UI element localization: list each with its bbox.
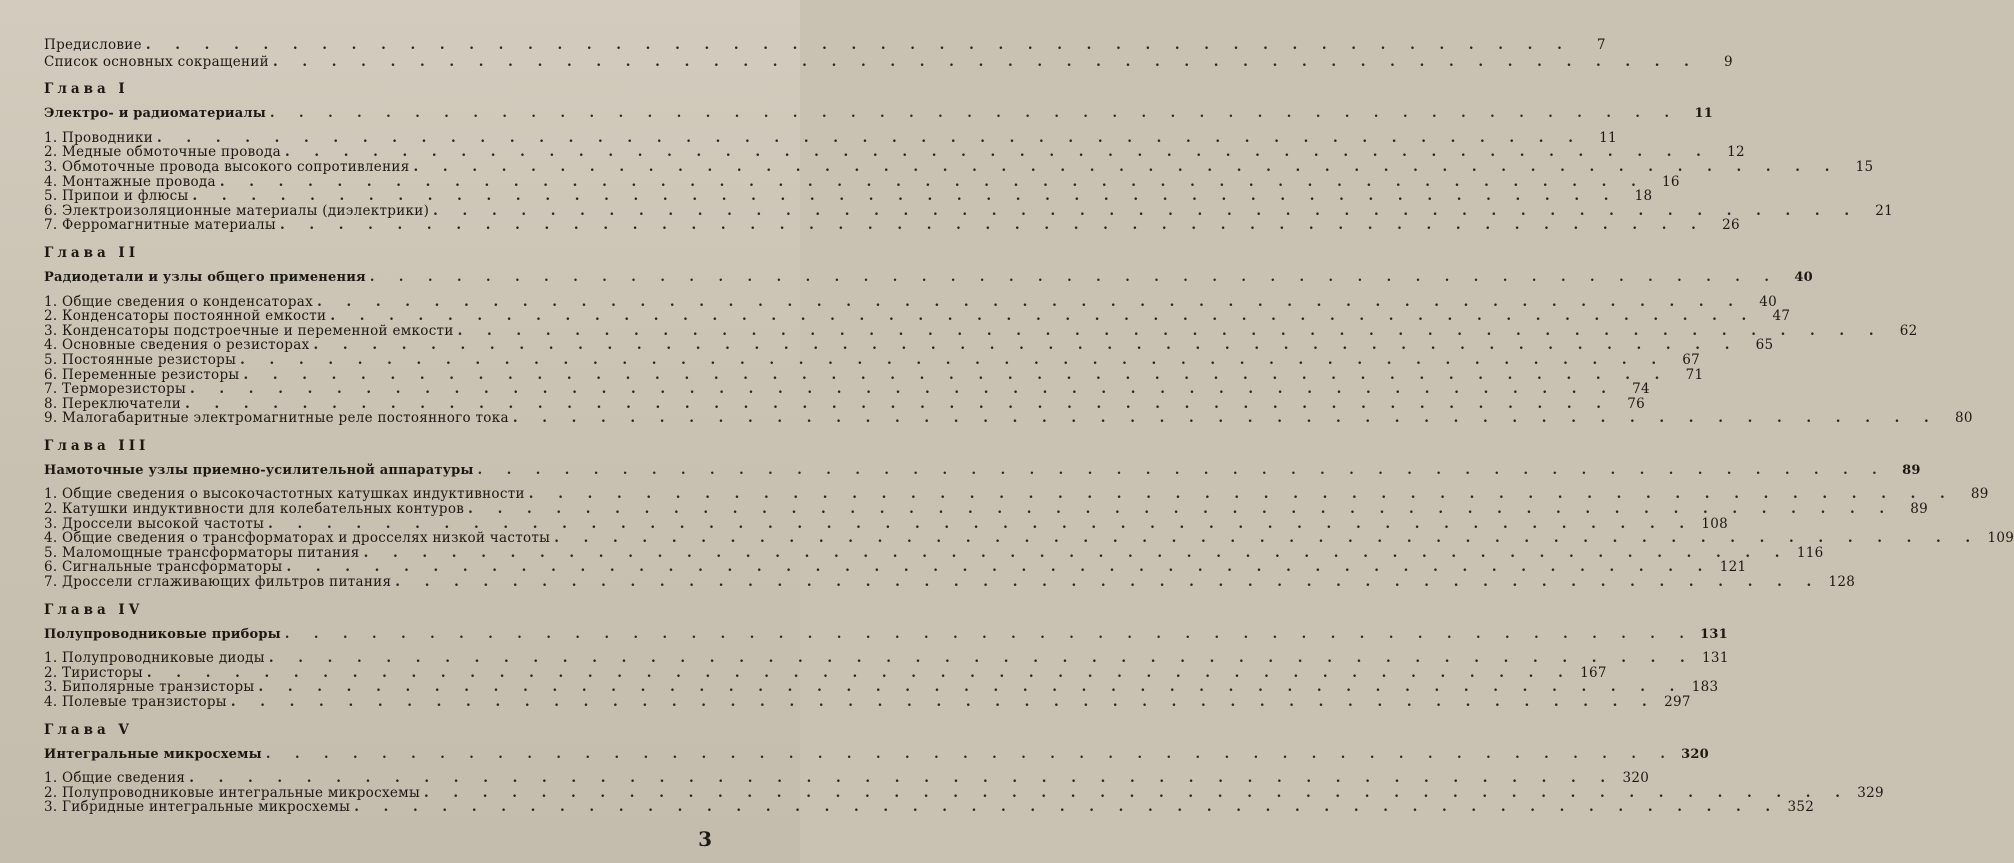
dot-leader: . . . . . . . . . . . . . . . . . . . . . . . . . . . . . . . . . . . . . . . . . . . . . . . . .: [363, 544, 1790, 561]
toc-entry-page: 89: [1902, 462, 1921, 478]
toc-entry: [44, 53, 1733, 70]
toc-entry-number: 1.: [44, 293, 58, 310]
toc-entry: [44, 679, 1719, 696]
toc-entry-title: Гибридные интегральные микросхемы: [62, 799, 351, 816]
toc-entry-page: 18: [1634, 188, 1653, 205]
toc-entry-number: 1.: [44, 650, 58, 667]
toc-entry-title: Конденсаторы постоянной емкости: [62, 308, 327, 325]
toc-entry: [44, 395, 1645, 412]
chapter-title: [44, 626, 1728, 643]
toc-entry-number: 3.: [44, 158, 58, 175]
toc-entry-title: Дроссели сглаживающих фильтров питания: [62, 574, 392, 591]
toc-entry: [44, 173, 1680, 190]
toc-entry-title: Электроизоляционные материалы (диэлектрики): [62, 202, 430, 219]
dot-leader: . . . . . . . . . . . . . . . . . . . . . . . . . . . . . . . . . . . . . . . . . . . . . . . . .: [330, 308, 1757, 325]
toc-entry-page: 11: [1694, 106, 1713, 122]
chapter-label: Глава II: [44, 244, 140, 261]
toc-entry-number: 3.: [44, 322, 58, 339]
toc-entry-page: 12: [1727, 144, 1745, 161]
toc-entry-page: 128: [1828, 574, 1856, 591]
dot-leader: . . . . . . . . . . . . . . . . . . . . . . . . . . . . . . . . . . . . . . . . . . . . . . . . .: [284, 626, 1694, 642]
toc-entry-title: Монтажные провода: [62, 173, 216, 190]
toc-entry-page: 329: [1857, 784, 1884, 801]
toc-entry-title: Радиодетали и узлы общего применения: [44, 269, 366, 285]
toc-entry-number: 1.: [44, 129, 58, 146]
dot-leader: . . . . . . . . . . . . . . . . . . . . . . . . . . . . . . . . . . . . . . . . . . . . . . . . .: [269, 106, 1679, 122]
dot-leader: . . . . . . . . . . . . . . . . . . . . . . . . . . . . . . . . . . . . . . . . . . . . . . . . .: [286, 559, 1713, 576]
dot-leader: . . . . . . . . . . . . . . . . . . . . . . . . . . . . . . . . . . . . . . . . . . . . . . . . .: [230, 694, 1657, 710]
toc-entry: [44, 650, 1729, 667]
chapter-block: [44, 81, 1894, 234]
toc-entry: [44, 37, 1606, 53]
toc-entry-number: 8.: [44, 395, 58, 412]
toc-entry: [44, 784, 1884, 801]
front-matter: [44, 37, 1733, 70]
dot-leader: . . . . . . . . . . . . . . . . . . . . . . . . . . . . . . . . . . . . . . . . . . . . . . . . .: [424, 784, 1850, 801]
dot-leader: . . . . . . . . . . . . . . . . . . . . . . . . . . . . . . . . . . . . . . . . . . . . . . . . .: [395, 574, 1822, 591]
toc-entry: [44, 351, 1701, 368]
toc-entry-title: Общие сведения: [62, 770, 186, 787]
toc-entry: [44, 129, 1617, 146]
toc-entry-page: 131: [1700, 626, 1728, 642]
toc-entry: [44, 501, 1929, 518]
toc-entry-title: Намоточные узлы приемно-усилительной аппаратуры: [44, 462, 474, 478]
toc-entry-page: 74: [1632, 381, 1650, 398]
dot-leader: . . . . . . . . . . . . . . . . . . . . . . . . . . . . . . . . . . . . . . . . . . . . . . . . .: [265, 746, 1675, 762]
toc-entry-page: 80: [1954, 410, 1973, 427]
toc-entry-number: 1.: [44, 486, 58, 503]
toc-entry-number: 9.: [44, 410, 58, 427]
dot-leader: . . . . . . . . . . . . . . . . . . . . . . . . . . . . . . . . . . . . . . . . . . . . . . . . .: [240, 351, 1667, 368]
toc-entry-title: Сигнальные трансформаторы: [62, 559, 283, 576]
toc-entry-title: Полупроводниковые приборы: [44, 626, 281, 642]
toc-entry-title: Терморезисторы: [62, 381, 186, 398]
toc-entry-page: 121: [1719, 559, 1747, 576]
toc-entry-title: Переключатели: [62, 395, 182, 412]
toc-entry-page: 297: [1664, 694, 1691, 710]
dot-leader: . . . . . . . . . . . . . . . . . . . . . . . . . . . . . . . . . . . . . . . . . . . . . . . . .: [433, 202, 1860, 219]
dot-leader: . . . . . . . . . . . . . . . . . . . . . . . . . . . . . . . . . . . . . . . . . . . . . . . . .: [192, 188, 1619, 205]
dot-leader: . . . . . . . . . . . . . . . . . . . . . . . . . . . . . . . . . . . . . . . . . . . . . . . . .: [317, 293, 1743, 310]
toc-entry: [44, 366, 1704, 383]
toc-entry: [44, 381, 1650, 398]
toc-entry-page: 21: [1875, 202, 1894, 219]
toc-entry: [44, 144, 1745, 161]
dot-leader: . . . . . . . . . . . . . . . . . . . . . . . . . . . . . . . . . . . . . . . . . . . . . . . . .: [279, 217, 1706, 234]
toc-entry-title: Общие сведения о трансформаторах и дросселях низкой частоты: [62, 530, 551, 547]
toc-entry-number: 3.: [44, 515, 58, 532]
toc-entry: [44, 486, 1989, 503]
dot-leader: . . . . . . . . . . . . . . . . . . . . . . . . . . . . . . . . . . . . . . . . . . . . . . . . .: [313, 337, 1740, 354]
toc-entry-page: 320: [1622, 770, 1650, 787]
toc-entry-title: Тиристоры: [62, 664, 143, 681]
dot-leader: . . . . . . . . . . . . . . . . . . . . . . . . . . . . . . . . . . . . . . . . . . . . . . . . .: [528, 486, 1955, 503]
toc-entry-page: 67: [1682, 351, 1701, 368]
dot-leader: . . . . . . . . . . . . . . . . . . . . . . . . . . . . . . . . . . . . . . . . . . . . . . . . .: [268, 650, 1695, 667]
toc-entry-number: 2.: [44, 501, 58, 518]
dot-leader: . . . . . . . . . . . . . . . . . . . . . . . . . . . . . . . . . . . . . . . . . . . . . . . . .: [219, 173, 1646, 190]
toc-entry-title: Постоянные резисторы: [62, 351, 237, 368]
toc-entry-title: Список основных сокращений: [44, 53, 269, 70]
toc-entry-title: Электро- и радиоматериалы: [44, 106, 266, 122]
toc-entry: [44, 217, 1740, 234]
toc-entry-number: 2.: [44, 784, 58, 801]
toc-entry: [44, 664, 1607, 681]
toc-entry: [44, 799, 1815, 816]
toc-entry: [44, 694, 1691, 710]
toc-entry-page: 40: [1794, 269, 1813, 285]
toc-entry-page: 47: [1772, 308, 1791, 325]
toc-entry-title: Медные обмоточные провода: [62, 144, 281, 161]
toc-entry-page: 89: [1970, 486, 1989, 503]
toc-entry-page: 89: [1910, 501, 1929, 518]
toc-entry-number: 3.: [44, 679, 58, 696]
toc-entry-number: 2.: [44, 308, 58, 325]
dot-leader: . . . . . . . . . . . . . . . . . . . . . . . . . . . . . . . . . . . . . . . . . . . . . . . . .: [145, 37, 1572, 53]
toc-entry: [44, 202, 1894, 219]
toc-entry-page: 76: [1627, 395, 1645, 412]
toc-entry-page: 40: [1759, 293, 1777, 310]
toc-entry-number: 2.: [44, 664, 58, 681]
toc-entry: [44, 293, 1777, 310]
toc-entry: [44, 515, 1729, 532]
chapter-block: [44, 244, 1973, 427]
toc-entry-title: Катушки индуктивности для колебательных контуров: [62, 501, 465, 518]
dot-leader: . . . . . . . . . . . . . . . . . . . . . . . . . . . . . . . . . . . . . . . . . . . . . . . . .: [477, 462, 1887, 478]
chapter-block: [44, 437, 2014, 591]
toc-entry-number: 2.: [44, 144, 58, 161]
toc-entry-page: 7: [1596, 37, 1606, 53]
toc-entry: [44, 337, 1774, 354]
toc-entry: [44, 322, 1918, 339]
toc-entry-number: 6.: [44, 559, 58, 576]
chapter-title: [44, 746, 1709, 763]
toc-entry-title: Маломощные трансформаторы питания: [62, 544, 360, 561]
chapter-label: Глава I: [44, 81, 129, 98]
toc-entry-title: Общие сведения о высокочастотных катушках индуктивности: [62, 486, 525, 503]
toc-entry-page: 65: [1755, 337, 1774, 354]
toc-entry-title: Предисловие: [44, 37, 142, 53]
toc-entry-page: 11: [1599, 129, 1617, 146]
toc-entry-page: 320: [1681, 746, 1709, 762]
toc-entry-page: 108: [1701, 515, 1729, 532]
toc-entry-page: 109: [1987, 530, 2014, 547]
toc-entry-page: 183: [1691, 679, 1719, 696]
toc-entry-title: Полупроводниковые интегральные микросхемы: [62, 784, 420, 801]
chapter-title: [44, 106, 1713, 122]
toc-entry-number: 7.: [44, 574, 58, 591]
toc-entry: [44, 530, 2014, 547]
dot-leader: . . . . . . . . . . . . . . . . . . . . . . . . . . . . . . . . . . . . . . . . . . . . . . . . .: [185, 395, 1611, 412]
dot-leader: . . . . . . . . . . . . . . . . . . . . . . . . . . . . . . . . . . . . . . . . . . . . . . . . .: [457, 322, 1884, 339]
toc-entry-number: 4.: [44, 337, 58, 354]
toc-entry-page: 15: [1855, 158, 1874, 175]
dot-leader: . . . . . . . . . . . . . . . . . . . . . . . . . . . . . . . . . . . . . . . . . . . . . . . . .: [554, 530, 1981, 547]
chapter-label: Глава III: [44, 437, 150, 454]
toc-entry-title: Биполярные транзисторы: [62, 679, 255, 696]
toc-entry: [44, 188, 1653, 205]
dot-leader: . . . . . . . . . . . . . . . . . . . . . . . . . . . . . . . . . . . . . . . . . . . . . . . . .: [354, 799, 1781, 816]
toc-entry-title: Ферромагнитные материалы: [62, 217, 276, 234]
toc-entry-title: Переменные резисторы: [62, 366, 240, 383]
dot-leader: . . . . . . . . . . . . . . . . . . . . . . . . . . . . . . . . . . . . . . . . . . . . . . . . .: [189, 770, 1616, 787]
dot-leader: . . . . . . . . . . . . . . . . . . . . . . . . . . . . . . . . . . . . . . . . . . . . . . . . .: [146, 664, 1573, 681]
chapter-label: Глава IV: [44, 601, 144, 618]
toc-entry: [44, 308, 1791, 325]
chapter-block: [44, 721, 1884, 816]
dot-leader: . . . . . . . . . . . . . . . . . . . . . . . . . . . . . . . . . . . . . . . . . . . . . . . . .: [512, 410, 1939, 427]
toc-entry-title: Основные сведения о резисторах: [62, 337, 310, 354]
toc-entry-page: 352: [1787, 799, 1815, 816]
dot-leader: . . . . . . . . . . . . . . . . . . . . . . . . . . . . . . . . . . . . . . . . . . . . . . . . .: [243, 366, 1670, 383]
dot-leader: . . . . . . . . . . . . . . . . . . . . . . . . . . . . . . . . . . . . . . . . . . . . . . . . .: [157, 129, 1583, 146]
toc-entry-number: 4.: [44, 694, 58, 710]
toc-entry-number: 4.: [44, 530, 58, 547]
dot-leader: . . . . . . . . . . . . . . . . . . . . . . . . . . . . . . . . . . . . . . . . . . . . . . . . .: [284, 144, 1711, 161]
dot-leader: . . . . . . . . . . . . . . . . . . . . . . . . . . . . . . . . . . . . . . . . . . . . . . . . .: [369, 269, 1779, 285]
toc-entry: [44, 770, 1650, 787]
toc-entry: [44, 410, 1973, 427]
toc-entry-number: 4.: [44, 173, 58, 190]
chapter-title: [44, 269, 1813, 286]
toc-entry-title: Конденсаторы подстроечные и переменной емкости: [62, 322, 454, 339]
toc-entry-number: 7.: [44, 217, 58, 234]
toc-entry-number: 7.: [44, 381, 58, 398]
toc-entry-title: Полевые транзисторы: [62, 694, 227, 710]
toc-entry-page: 62: [1899, 322, 1918, 339]
chapters: [44, 81, 2014, 816]
toc-entry-page: 71: [1685, 366, 1704, 383]
toc-entry-number: 5.: [44, 351, 58, 368]
toc-entry-page: 131: [1702, 650, 1729, 667]
toc-entry-title: Малогабаритные электромагнитные реле постоянного тока: [62, 410, 509, 427]
toc-entry-number: 5.: [44, 544, 58, 561]
dot-leader: . . . . . . . . . . . . . . . . . . . . . . . . . . . . . . . . . . . . . . . . . . . . . . . . .: [413, 158, 1840, 175]
toc-entry: [44, 544, 1824, 561]
toc-entry: [44, 559, 1747, 576]
toc-entry-page: 26: [1722, 217, 1740, 234]
page-number: 3: [698, 827, 712, 851]
dot-leader: . . . . . . . . . . . . . . . . . . . . . . . . . . . . . . . . . . . . . . . . . . . . . . . . .: [190, 381, 1616, 398]
toc-entry-title: Интегральные микросхемы: [44, 746, 262, 762]
toc-entry-number: 6.: [44, 202, 58, 219]
toc-entry-page: 16: [1662, 173, 1680, 190]
toc-entry-title: Припои и флюсы: [62, 188, 189, 205]
toc-entry-title: Проводники: [62, 129, 154, 146]
dot-leader: . . . . . . . . . . . . . . . . . . . . . . . . . . . . . . . . . . . . . . . . . . . . . . . . .: [272, 53, 1699, 70]
dot-leader: . . . . . . . . . . . . . . . . . . . . . . . . . . . . . . . . . . . . . . . . . . . . . . . . .: [258, 679, 1685, 696]
toc-entry-number: 6.: [44, 366, 58, 383]
chapter-title: [44, 462, 1921, 479]
toc-entry: [44, 574, 1856, 591]
toc-entry-page: 167: [1580, 664, 1607, 681]
toc-entry-number: 3.: [44, 799, 58, 816]
toc-entry-title: Общие сведения о конденсаторах: [62, 293, 314, 310]
chapter-block: [44, 601, 1729, 710]
toc-entry: [44, 158, 1874, 175]
toc-entry-title: Обмоточные провода высокого сопротивления: [62, 158, 410, 175]
toc-entry-title: Полупроводниковые диоды: [62, 650, 265, 667]
toc-entry-number: 5.: [44, 188, 58, 205]
toc-entry-number: 1.: [44, 770, 58, 787]
toc-entry-page: 9: [1723, 53, 1733, 70]
chapter-label: Глава V: [44, 721, 133, 738]
dot-leader: . . . . . . . . . . . . . . . . . . . . . . . . . . . . . . . . . . . . . . . . . . . . . . . . .: [468, 501, 1895, 518]
toc-entry-title: Дроссели высокой частоты: [62, 515, 265, 532]
dot-leader: . . . . . . . . . . . . . . . . . . . . . . . . . . . . . . . . . . . . . . . . . . . . . . . . .: [268, 515, 1695, 532]
toc-entry-page: 116: [1796, 544, 1824, 561]
